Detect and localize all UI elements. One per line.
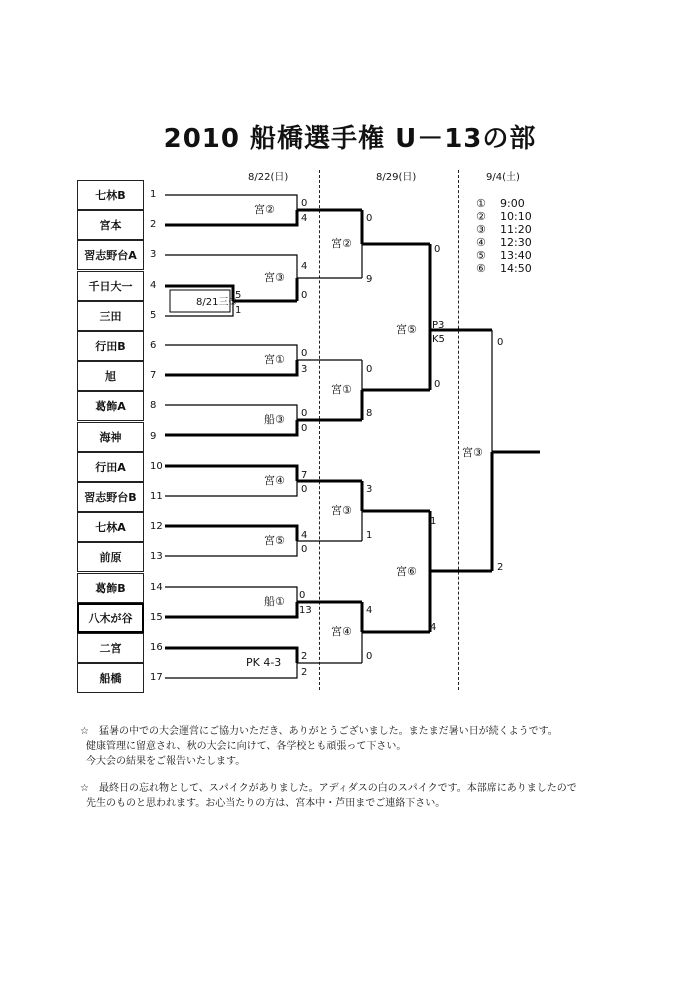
score: 1	[235, 305, 242, 316]
score: 0	[301, 484, 308, 495]
schedule-mark: ④	[476, 236, 486, 249]
date-round1: 8/22(日)	[248, 172, 289, 183]
team-number: 15	[150, 612, 163, 623]
date-round2: 8/29(日)	[376, 172, 417, 183]
team-box: 旭	[77, 361, 144, 391]
schedule-time: 14:50	[500, 262, 532, 275]
schedule-mark: ⑥	[476, 262, 486, 275]
team-box: 行田A	[77, 452, 144, 482]
schedule-time: 9:00	[500, 197, 525, 210]
score: 0	[366, 364, 373, 375]
team-box: 行田B	[77, 331, 144, 361]
team-number: 16	[150, 642, 163, 653]
schedule-mark: ①	[476, 197, 486, 210]
note-line: 今大会の結果をご報告いたします。	[86, 756, 246, 767]
team-number: 17	[150, 672, 163, 683]
score: 2	[301, 651, 308, 662]
score: 4	[301, 213, 308, 224]
schedule-mark: ⑤	[476, 249, 486, 262]
venue-label: 宮②	[331, 237, 352, 250]
score: 4	[301, 530, 308, 541]
venue-label: 宮②	[254, 203, 275, 216]
bracket-line	[165, 195, 297, 210]
score: 2	[301, 667, 308, 678]
team-box: 宮本	[77, 210, 144, 240]
venue-label: 宮③	[462, 446, 483, 459]
note-line: 先生のものと思われます。お心当たりの方は、宮本中・芦田までご連絡下さい。	[86, 798, 446, 809]
score: 0	[301, 348, 308, 359]
team-number: 3	[150, 249, 157, 260]
note-line: ☆ 猛暑の中での大会運営にご協力いただき、ありがとうございました。またまだ暑い日が続くようです。	[80, 726, 558, 737]
bracket-line-winner	[165, 210, 297, 225]
team-box: 七林B	[77, 180, 144, 210]
schedule-time: 13:40	[500, 249, 532, 262]
score: 0	[497, 337, 504, 348]
score: 0	[434, 244, 441, 255]
note-line: ☆ 最終日の忘れ物として、スパイクがありました。アディダスの白のスパイクです。本部席にありましたので	[80, 783, 577, 794]
note-line: 健康管理に留意され、秋の大会に向けて、各学校とも頑張って下さい。	[86, 741, 407, 752]
team-box: 習志野台B	[77, 482, 144, 512]
team-number: 12	[150, 521, 163, 532]
team-number: 11	[150, 491, 163, 502]
team-box: 七林A	[77, 512, 144, 542]
venue-label: 宮①	[264, 353, 285, 366]
team-box: 八木が谷	[77, 603, 144, 633]
score: 9	[366, 274, 373, 285]
team-number: 4	[150, 280, 157, 291]
team-number: 10	[150, 461, 163, 472]
schedule-time: 10:10	[500, 210, 532, 223]
score: 0	[301, 423, 308, 434]
team-number: 7	[150, 370, 157, 381]
score-pk: K5	[432, 334, 445, 345]
venue-label: 船③	[264, 413, 285, 426]
score: 5	[235, 290, 242, 301]
team-number: 9	[150, 431, 157, 442]
score: 4	[430, 622, 437, 633]
score: 1	[430, 516, 437, 527]
score: 13	[299, 605, 312, 616]
score-pk: P3	[432, 320, 445, 331]
notes	[80, 724, 660, 823]
team-box: 三田	[77, 301, 144, 331]
team-box: 千日大一	[77, 271, 144, 301]
team-box: 前原	[77, 542, 144, 572]
score: 0	[301, 544, 308, 555]
score: 3	[301, 364, 308, 375]
score: 4	[301, 261, 308, 272]
team-number: 5	[150, 310, 157, 321]
venue-label: 宮④	[331, 625, 352, 638]
venue-label: 宮③	[331, 504, 352, 517]
schedule-time: 11:20	[500, 223, 532, 236]
team-number: 14	[150, 582, 163, 593]
venue-label: 宮③	[264, 271, 285, 284]
team-box: 葛飾A	[77, 391, 144, 421]
score: 0	[366, 213, 373, 224]
venue-label: 宮①	[331, 383, 352, 396]
team-box: 習志野台A	[77, 240, 144, 270]
score: 7	[301, 470, 308, 481]
date-round3: 9/4(土)	[486, 172, 520, 183]
score: 0	[366, 651, 373, 662]
score: 2	[497, 562, 504, 573]
team-number: 13	[150, 551, 163, 562]
team-number: 2	[150, 219, 157, 230]
venue-label: 宮⑤	[396, 323, 417, 336]
score: 4	[366, 605, 373, 616]
score: 0	[299, 590, 306, 601]
score: 3	[366, 484, 373, 495]
venue-label: 8/21三③	[196, 297, 238, 308]
team-box: 葛飾B	[77, 573, 144, 603]
venue-label: 宮④	[264, 474, 285, 487]
score: 0	[434, 379, 441, 390]
venue-label: 船①	[264, 595, 285, 608]
venue-label: 宮⑥	[396, 565, 417, 578]
team-box: 船橋	[77, 663, 144, 693]
venue-label: 宮⑤	[264, 534, 285, 547]
team-number: 6	[150, 340, 157, 351]
score: 8	[366, 408, 373, 419]
score: 0	[301, 408, 308, 419]
score: 0	[301, 290, 308, 301]
page-title: 2010 船橋選手権 U－13の部	[163, 124, 537, 154]
team-number: 1	[150, 189, 157, 200]
schedule-time: 12:30	[500, 236, 532, 249]
team-box: 海神	[77, 422, 144, 452]
team-box: 二宮	[77, 633, 144, 663]
score: 0	[301, 198, 308, 209]
schedule-mark: ②	[476, 210, 486, 223]
schedule-mark: ③	[476, 223, 486, 236]
venue-label: PK 4-3	[246, 656, 282, 669]
score: 1	[366, 530, 373, 541]
team-number: 8	[150, 400, 157, 411]
